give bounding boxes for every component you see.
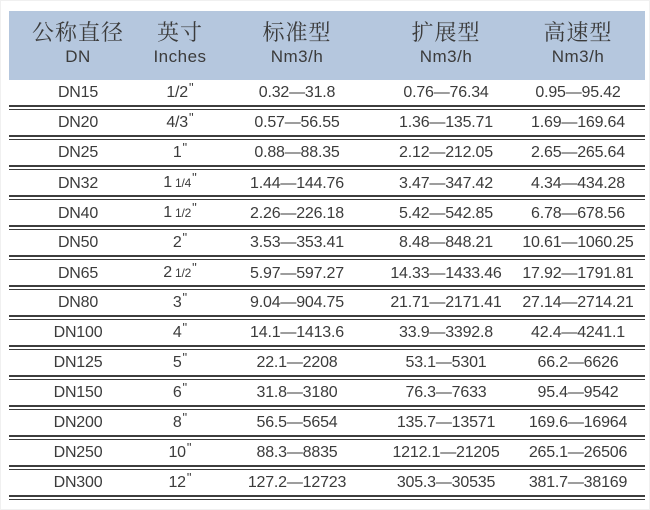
cell-dn: DN100 [53,324,103,341]
header-col-inches [147,11,213,80]
cell-high-speed-range: 1.69—169.64 [531,114,625,131]
header-title: 英寸 [156,20,203,45]
table-row [9,380,645,405]
table-row [9,80,645,105]
cell-inches: 4/3" [166,110,194,131]
header-col-nominal-diameter [9,11,147,80]
cell-high-speed-range: 10.61—1060.25 [522,234,634,251]
table-row [9,170,645,195]
cell-standard-range: 22.1—2208 [256,354,338,371]
cell-inches: 2 1/2" [163,260,197,281]
header-title: 标准型 [262,20,332,45]
cell-standard-range: 1.44—144.76 [250,174,344,192]
inch-mark: " [182,230,188,245]
cell-extended-range: 53.1—5301 [405,354,487,371]
inch-mark: " [192,260,197,275]
cell-inches: 8" [172,410,188,431]
cell-standard-range: 9.04—904.75 [250,294,344,311]
cell-extended-range: 8.48—848.21 [399,234,493,251]
cell-inches: 6" [172,380,188,401]
table-row [9,320,645,345]
cell-extended-range: 305.3—30535 [396,474,496,491]
inch-mark: " [186,440,192,455]
inch-mark: " [189,80,194,95]
header-subtitle: Inches [153,47,207,66]
cell-high-speed-range: 42.4—4241.1 [531,324,625,341]
cell-high-speed-range: 66.2—6626 [537,354,619,371]
cell-standard-range: 14.1—1413.6 [250,324,344,341]
cell-extended-range: 2.12—212.05 [399,144,493,161]
inch-mark: " [182,380,188,395]
table-row [9,140,645,165]
inch-mark: " [192,200,197,215]
cell-extended-range: 76.3—7633 [405,384,487,401]
inch-fraction: 1/2 [174,266,192,280]
cell-dn: DN125 [53,354,103,371]
cell-inches: 1" [172,140,188,161]
header-subtitle: Nm3/h [419,47,473,66]
inch-mark: " [186,470,192,485]
cell-inches: 1 1/4" [163,170,197,191]
cell-standard-range: 56.5—5654 [256,414,338,431]
inch-fraction: 1/4 [174,176,192,190]
header-title: 扩展型 [411,20,481,45]
table-row [9,440,645,465]
cell-dn: DN65 [57,264,99,282]
cell-standard-range: 127.2—12723 [247,474,347,491]
cell-high-speed-range: 4.34—434.28 [531,174,625,192]
cell-dn: DN20 [57,114,99,131]
cell-standard-range: 5.97—597.27 [250,264,344,282]
cell-dn: DN25 [57,144,99,161]
cell-inches: 5" [172,350,188,371]
cell-dn: DN300 [53,474,103,491]
cell-extended-range: 21.71—2171.41 [390,294,502,311]
inch-mark: " [182,410,188,425]
header-title: 高速型 [543,20,613,45]
inch-mark: " [182,350,188,365]
inch-mark: " [182,320,188,335]
cell-extended-range: 14.33—1433.46 [390,264,502,282]
header-subtitle: Nm3/h [270,47,324,66]
cell-inches: 4" [172,320,188,341]
cell-high-speed-range: 2.65—265.64 [531,144,625,161]
cell-standard-range: 88.3—8835 [256,444,338,461]
cell-high-speed-range: 169.6—16964 [528,414,628,431]
inch-mark: " [182,140,188,155]
table-row [9,230,645,255]
inch-fraction: 1/2 [174,206,192,220]
cell-extended-range: 1212.1—21205 [392,444,500,461]
cell-dn: DN150 [53,384,103,401]
cell-high-speed-range: 0.95—95.42 [535,84,621,101]
header-col-high-speed-type [511,11,645,80]
cell-high-speed-range: 381.7—38169 [528,474,628,491]
cell-extended-range: 1.36—135.71 [399,114,493,131]
cell-extended-range: 33.9—3392.8 [399,324,493,341]
cell-inches: 2" [172,230,188,251]
row-separator [9,495,645,500]
cell-extended-range: 3.47—347.42 [399,174,493,192]
table-row [9,290,645,315]
table-row [9,470,645,495]
table-row [9,200,645,225]
cell-inches: 12" [168,470,192,491]
cell-dn: DN40 [57,204,99,222]
cell-standard-range: 0.88—88.35 [254,144,340,161]
table-body [9,80,645,500]
inch-mark: " [189,110,194,125]
inch-mark: " [182,290,188,305]
cell-high-speed-range: 6.78—678.56 [531,204,625,222]
inch-mark: " [192,170,197,185]
cell-dn: DN200 [53,414,103,431]
cell-extended-range: 135.7—13571 [396,414,496,431]
cell-inches: 3" [172,290,188,311]
cell-dn: DN15 [57,84,99,101]
cell-extended-range: 0.76—76.34 [403,84,489,101]
header-title: 公称直径 [31,20,124,45]
cell-standard-range: 2.26—226.18 [250,204,344,222]
header-col-standard-type [213,11,381,80]
cell-dn: DN80 [57,294,99,311]
cell-inches: 10" [168,440,192,461]
cell-high-speed-range: 17.92—1791.81 [522,264,634,282]
cell-standard-range: 31.8—3180 [256,384,338,401]
cell-dn: DN32 [57,174,99,192]
cell-high-speed-range: 27.14—2714.21 [522,294,634,311]
cell-standard-range: 0.32—31.8 [258,84,336,101]
table-row [9,410,645,435]
spec-table [9,11,645,500]
table-header-row [9,11,645,80]
cell-dn: DN250 [53,444,103,461]
header-col-extended-type [381,11,511,80]
cell-high-speed-range: 265.1—26506 [528,444,628,461]
cell-standard-range: 3.53—353.41 [250,234,344,251]
header-subtitle: Nm3/h [551,47,605,66]
cell-inches: 1 1/2" [163,200,197,221]
cell-extended-range: 5.42—542.85 [399,204,493,222]
cell-dn: DN50 [57,234,99,251]
cell-standard-range: 0.57—56.55 [254,114,340,131]
table-row [9,110,645,135]
table-row [9,350,645,375]
header-subtitle: DN [65,47,91,66]
cell-high-speed-range: 95.4—9542 [537,384,619,401]
table-row [9,260,645,285]
cell-inches: 1/2" [166,80,194,101]
